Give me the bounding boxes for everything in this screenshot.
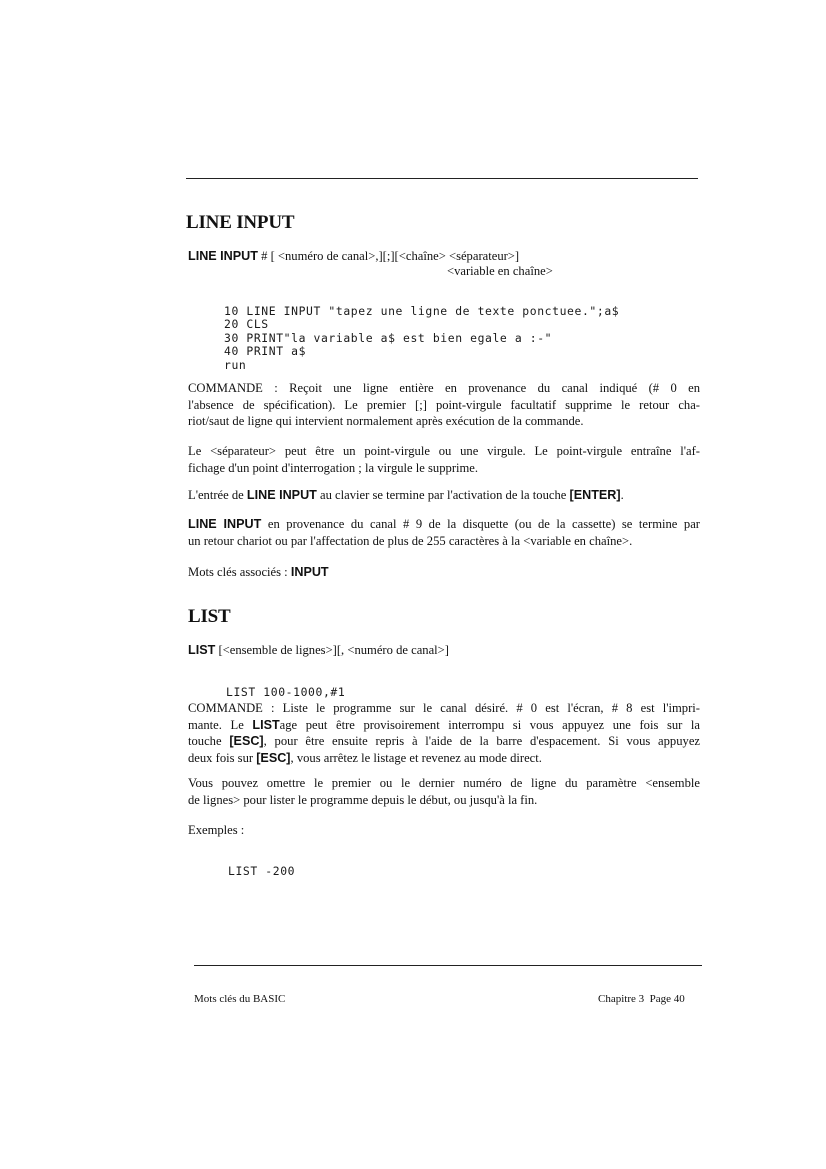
text-span: L'entrée de xyxy=(188,488,247,502)
keyword-list: LIST xyxy=(252,717,280,732)
text-span: mante. Le xyxy=(188,717,253,732)
text-line: un retour chariot ou par l'affectation de plus de 255 caractères à la <variable en chaîne>. xyxy=(188,533,633,548)
line-input-code-block xyxy=(224,291,619,386)
syntax-keyword: LIST xyxy=(188,643,216,657)
list-code-example-2 xyxy=(228,851,295,892)
text-span: touche xyxy=(188,734,230,748)
syntax-keyword: LINE INPUT xyxy=(188,249,258,263)
line-input-paragraph-2 xyxy=(188,443,700,476)
text-span: , vous arrêtez le listage et revenez au mode direct. xyxy=(290,750,542,765)
section-title-list: LIST xyxy=(188,606,231,627)
syntax-params: [<ensemble de lignes>][, <numéro de canal>] xyxy=(215,643,449,657)
text-span: age peut être provisoirement interrompu si vous appuyez une fois sur la xyxy=(279,717,701,732)
text-line xyxy=(188,733,700,750)
line-input-associated-keywords xyxy=(188,564,329,580)
code-line: run xyxy=(224,357,247,372)
key-enter: [ENTER] xyxy=(569,488,621,502)
code-line: 10 LINE INPUT "tapez une ligne de texte ponctuee.";a$ xyxy=(224,303,620,318)
code-line: 20 CLS xyxy=(224,317,269,332)
text-span: au clavier se termine par l'activation de la touche xyxy=(316,488,570,502)
key-esc: [ESC] xyxy=(256,750,291,765)
text-line: fichage d'un point d'interrogation ; la virgule le supprime. xyxy=(188,460,479,475)
list-paragraph-2 xyxy=(188,775,700,808)
keyword-line-input: LINE INPUT xyxy=(246,488,317,502)
text-line: Vous pouvez omettre le premier ou le dernier numéro de ligne du paramètre <ensemble xyxy=(188,776,700,790)
line-input-syntax-line2: <variable en chaîne> xyxy=(447,264,553,278)
text-line: l'absence de spécification). Le premier [;] point-virgule facultatif supprime le retour cha- xyxy=(188,397,700,412)
text-line: de lignes> pour lister le programme depuis le début, ou jusqu'à la fin. xyxy=(188,792,538,807)
text-span: en provenance du canal # 9 de la disquette (ou de la cassette) se termine par xyxy=(261,517,700,531)
text-span: , pour être ensuite repris à l'aide de la barre d'espacement. Si vous appuyez xyxy=(263,734,700,748)
list-syntax xyxy=(188,642,449,658)
code-line: 40 PRINT a$ xyxy=(224,344,307,359)
text-line xyxy=(188,750,700,767)
associated-label: Mots clés associés : xyxy=(188,565,291,579)
code-line: LIST 100-1000,#1 xyxy=(226,684,346,699)
top-rule xyxy=(186,178,698,179)
line-input-syntax xyxy=(188,248,519,264)
keyword-input: INPUT xyxy=(290,565,329,579)
text-line xyxy=(188,717,700,734)
syntax-params: # [ <numéro de canal>,][;][<chaîne> <séparateur>] xyxy=(257,249,520,263)
list-paragraph-1 xyxy=(188,700,700,766)
footer-left: Mots clés du BASIC xyxy=(194,993,286,1005)
footer-right: Chapitre 3 Page 40 xyxy=(598,993,685,1005)
list-examples-label: Exemples : xyxy=(188,823,245,837)
bottom-rule xyxy=(194,965,702,966)
section-title-line-input: LINE INPUT xyxy=(186,212,295,233)
text-span: deux fois sur xyxy=(188,750,257,765)
text-span: . xyxy=(620,488,624,502)
text-line: COMMANDE : Liste le programme sur le canal désiré. # 0 est l'écran, # 8 est l'impri- xyxy=(188,701,700,715)
keyword-line-input: LINE INPUT xyxy=(188,517,262,531)
line-input-paragraph-3 xyxy=(188,487,624,503)
line-input-paragraph-1 xyxy=(188,380,700,430)
line-input-paragraph-4 xyxy=(188,516,700,549)
text-line: Le <séparateur> peut être un point-virgule ou une virgule. Le point-virgule entraîne l'af- xyxy=(188,444,700,458)
text-line xyxy=(188,516,700,533)
code-line: 30 PRINT"la variable a$ est bien egale a :-" xyxy=(224,330,553,345)
key-esc: [ESC] xyxy=(229,734,264,748)
text-line: riot/saut de ligne qui intervient normalement après exécution de la commande. xyxy=(188,414,584,428)
text-line: COMMANDE : Reçoit une ligne entière en provenance du canal indiqué (# 0 en xyxy=(188,381,700,395)
code-line: LIST -200 xyxy=(228,863,296,878)
